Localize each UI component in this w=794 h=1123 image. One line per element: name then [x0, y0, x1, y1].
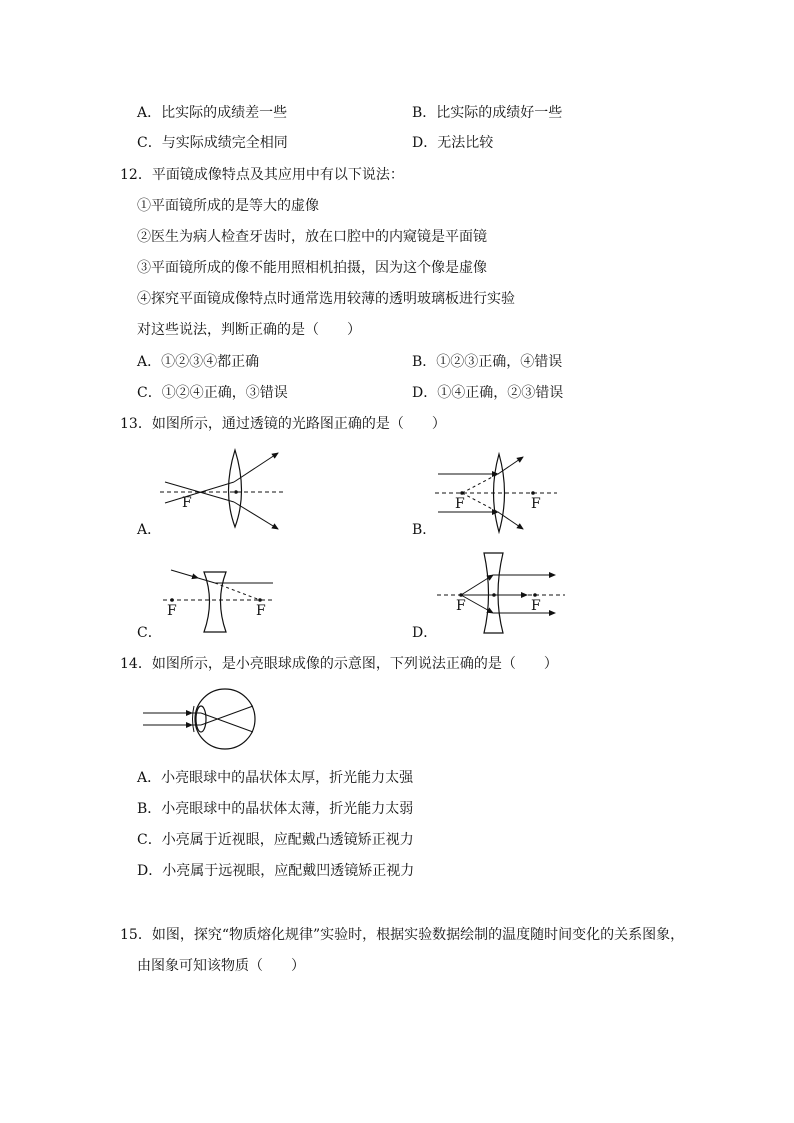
q12-statement-2: ②医生为病人检查牙齿时，放在口腔中的内窥镜是平面镜	[137, 229, 487, 245]
q12-stem: 12．平面镜成像特点及其应用中有以下说法：	[120, 167, 404, 183]
q13-option-d-label: D．	[412, 625, 438, 641]
q15-stem-line-1: 15．如图，探究“物质熔化规律”实验时，根据实验数据绘制的温度随时间变化的关系图象，	[120, 927, 685, 943]
q13-figure-d-focus-label-left: F	[456, 598, 466, 614]
q11-option-d: D．无法比较	[412, 135, 494, 151]
q12-option-b: B．①②③正确，④错误	[412, 354, 563, 370]
q13-figure-a	[160, 445, 300, 540]
q12-statement-3: ③平面镜所成的像不能用照相机拍摄，因为这个像是虚像	[137, 260, 487, 276]
q13-figure-b-focus-label-right: F	[531, 496, 541, 512]
q14-option-c: C．小亮属于近视眼，应配戴凸透镜矫正视力	[137, 832, 414, 848]
q13-option-b-label: B．	[412, 522, 437, 538]
q15-stem-line-2: 由图象可知该物质（ ）	[137, 958, 305, 974]
q13-option-a-label: A．	[137, 522, 162, 538]
q13-figure-a-focus-label: F	[182, 495, 192, 511]
q13-figure-b	[435, 452, 560, 534]
q13-figure-c	[163, 566, 278, 636]
q14-option-b: B．小亮眼球中的晶状体太薄，折光能力太弱	[137, 801, 414, 817]
q12-statement-1: ①平面镜所成的是等大的虚像	[137, 198, 319, 214]
q14-eye-figure	[140, 688, 265, 750]
q13-stem: 13．如图所示，通过透镜的光路图正确的是（ ）	[120, 416, 446, 432]
q13-figure-c-focus-label-left: F	[167, 603, 177, 619]
q11-option-c: C．与实际成绩完全相同	[137, 135, 288, 151]
q14-option-d: D．小亮属于远视眼，应配戴凹透镜矫正视力	[137, 863, 415, 879]
q13-figure-c-focus-label-right: F	[256, 603, 266, 619]
q12-option-d: D．①④正确，②③错误	[412, 385, 564, 401]
q12-prompt: 对这些说法，判断正确的是（ ）	[137, 322, 361, 338]
q11-option-a: A．比实际的成绩差一些	[137, 105, 288, 121]
q13-figure-d-focus-label-right: F	[531, 598, 541, 614]
q14-option-a: A．小亮眼球中的晶状体太厚，折光能力太强	[137, 770, 414, 786]
q13-figure-d	[437, 551, 567, 637]
q14-stem: 14．如图所示，是小亮眼球成像的示意图，下列说法正确的是（ ）	[120, 656, 558, 672]
q13-figure-b-focus-label-left: F	[455, 496, 465, 512]
q11-option-b: B．比实际的成绩好一些	[412, 105, 563, 121]
q12-option-c: C．①②④正确，③错误	[137, 385, 288, 401]
q13-option-c-label: C．	[137, 625, 162, 641]
q12-option-a: A．①②③④都正确	[137, 354, 260, 370]
q12-statement-4: ④探究平面镜成像特点时通常选用较薄的透明玻璃板进行实验	[137, 291, 515, 307]
